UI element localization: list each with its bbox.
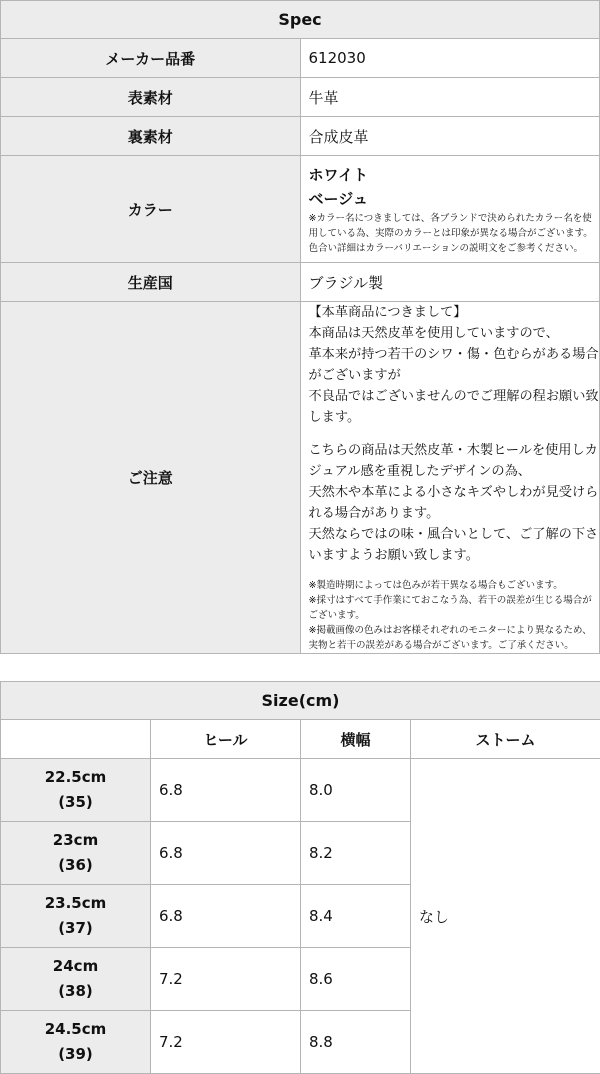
caution-note: ※製造時期によっては色みが若干異なる場合もございます。 [309,578,600,593]
caution-line: 【本革商品につきまして】 [309,302,600,323]
size-title: Size(cm) [1,682,600,720]
caution-line: 本商品は天然皮革を使用していますので、 [309,323,600,344]
caution-line: こちらの商品は天然皮革・木製ヒールを使用しカジュアル感を重視したデザインの為、 [309,440,600,482]
inner-material-value: 合成皮革 [300,117,600,156]
caution-line: 天然ならではの味・風合いとして、ご了解の下さいますようお願い致します。 [309,524,600,566]
storm-value: なし [411,759,600,1074]
size-eu: (38) [58,982,93,1000]
size-cm: 24.5cm [45,1020,107,1038]
size-eu: (39) [58,1045,93,1063]
heel-value: 6.8 [151,885,301,948]
size-label [1,948,151,1011]
maker-number-label: メーカー品番 [1,39,301,78]
heel-value: 7.2 [151,1011,301,1074]
origin-value: ブラジル製 [300,263,600,302]
origin-label: 生産国 [1,263,301,302]
size-cm: 23.5cm [45,894,107,912]
width-col-header: 横幅 [301,720,411,759]
caution-notes [309,578,600,653]
spec-title: Spec [1,1,600,39]
width-value: 8.6 [301,948,411,1011]
caution-line: 不良品ではございませんのでご理解の程お願い致します。 [309,386,600,428]
color-note: ※カラー名につきましては、各ブランドで決められたカラー名を使用している為、実際のカラーとは印象が異なる場合がございます。色合い詳細はカラーバリエーションの説明文をご参考ください。 [309,211,600,256]
width-value: 8.0 [301,759,411,822]
size-cm: 23cm [53,831,98,849]
storm-col-header: ストーム [411,720,600,759]
caution-note: ※採寸はすべて手作業にておこなう為、若干の誤差が生じる場合がございます。 [309,593,600,623]
color-label: カラー [1,156,301,263]
color-cell [300,156,600,263]
caution-note: ※掲載画像の色みはお客様それぞれのモニターにより異なるため、実物と若干の誤差がある場合がございます。ご了承ください。 [309,623,600,653]
table-row [1,759,600,822]
size-col-header [1,720,151,759]
width-value: 8.8 [301,1011,411,1074]
color-name: ベージュ [309,187,600,211]
color-name: ホワイト [309,163,600,187]
size-eu: (37) [58,919,93,937]
maker-number-value: 612030 [300,39,600,78]
size-label [1,1011,151,1074]
size-label [1,759,151,822]
outer-material-value: 牛革 [300,78,600,117]
heel-col-header: ヒール [151,720,301,759]
caution-line: 革本来が持つ若干のシワ・傷・色むらがある場合がございますが [309,344,600,386]
size-eu: (35) [58,793,93,811]
size-label [1,885,151,948]
outer-material-label: 表素材 [1,78,301,117]
size-cm: 22.5cm [45,768,107,786]
size-eu: (36) [58,856,93,874]
inner-material-label: 裏素材 [1,117,301,156]
caution-cell [300,302,600,654]
heel-value: 6.8 [151,759,301,822]
size-table [0,681,600,1074]
width-value: 8.4 [301,885,411,948]
size-label [1,822,151,885]
width-value: 8.2 [301,822,411,885]
heel-value: 7.2 [151,948,301,1011]
size-cm: 24cm [53,957,98,975]
caution-label: ご注意 [1,302,301,654]
spacer [309,428,600,440]
heel-value: 6.8 [151,822,301,885]
caution-line: 天然木や本革による小さなキズやしわが見受けられる場合があります。 [309,482,600,524]
